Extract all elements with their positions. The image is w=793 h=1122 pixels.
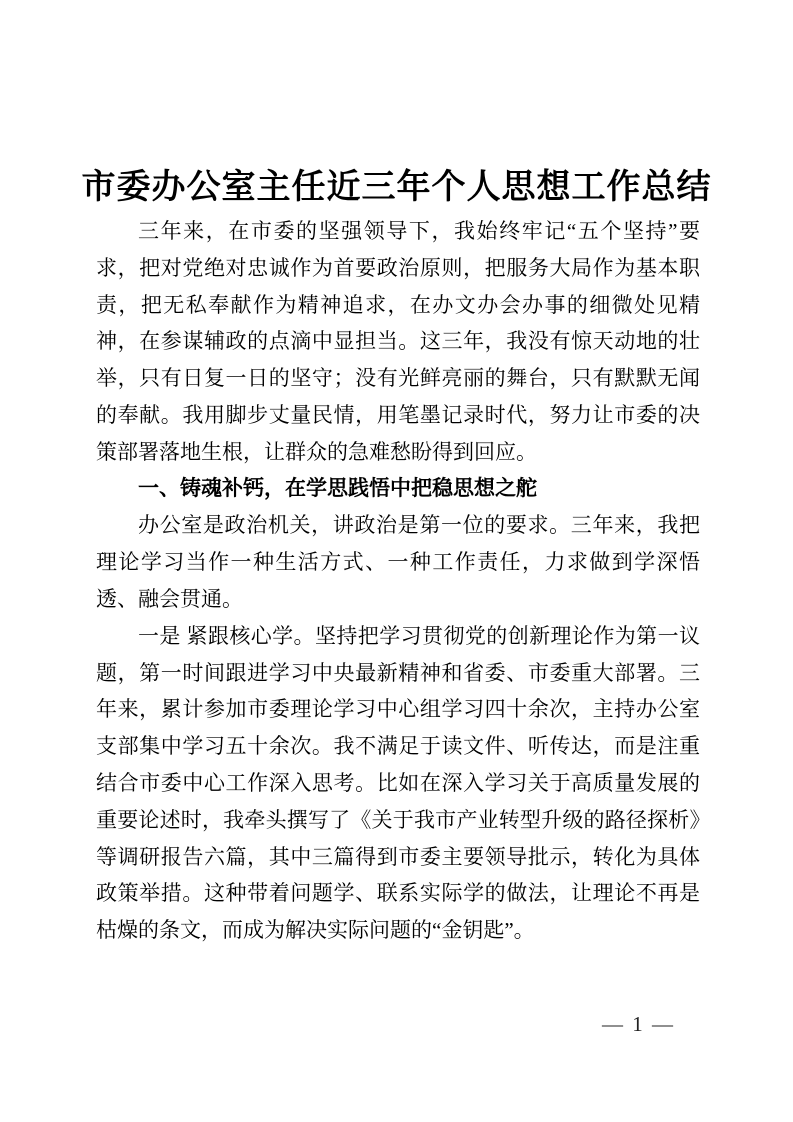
page-number: — 1 —	[602, 1012, 675, 1036]
intro-paragraph: 三年来，在市委的坚强领导下，我始终牢记“五个坚持”要求，把对党绝对忠诚作为首要政治原则，把服务大局作为基本职责，把无私奉献作为精神追求，在办文办会办事的细微处见精神，在参谋辅政的点滴中显担当。这三年，我没有惊天动地的壮举，只有日复一日的坚守；没有光鲜亮丽的舞台，只有默默无闻的奉献。我用脚步丈量民情，用笔墨记录时代，努力让市委的决策部署落地生根，让群众的急难愁盼得到回应。	[96, 219, 700, 464]
document-body	[96, 213, 700, 949]
section-1-paragraph-1: 办公室是政治机关，讲政治是第一位的要求。三年来，我把理论学习当作一种生活方式、一种工作责任，力求做到学深悟透、融会贯通。	[96, 513, 700, 611]
section-1-heading: 一、铸魂补钙，在学思践悟中把稳思想之舵	[138, 476, 537, 500]
document-title: 市委办公室主任近三年个人思想工作总结	[81, 168, 712, 206]
section-1-paragraph-2: 一是 紧跟核心学。坚持把学习贯彻党的创新理论作为第一议题，第一时间跟进学习中央最新精神和省委、市委重大部署。三年来，累计参加市委理论学习中心组学习四十余次，主持办公室支部集中学习五十余次。我不满足于读文件、听传达，而是注重结合市委中心工作深入思考。比如在深入学习关于高质量发展的重要论述时，我牵头撰写了《关于我市产业转型升级的路径探析》等调研报告六篇，其中三篇得到市委主要领导批示，转化为具体政策举措。这种带着问题学、联系实际学的做法，让理论不再是枯燥的条文，而成为解决实际问题的“金钥匙”。	[96, 623, 700, 943]
